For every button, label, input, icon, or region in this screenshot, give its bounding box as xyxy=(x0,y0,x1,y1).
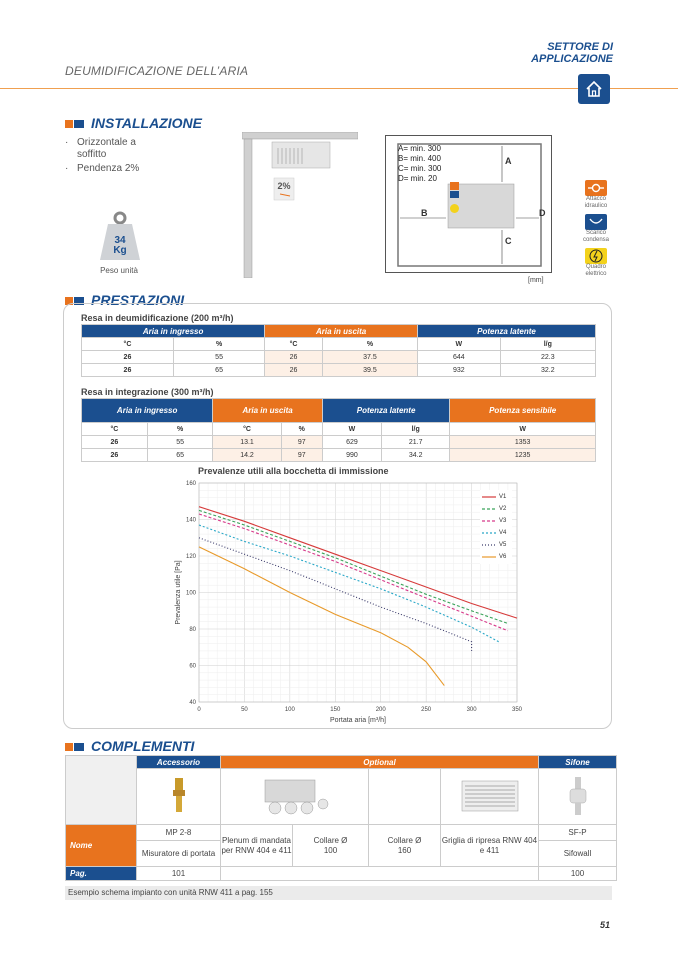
home-icon xyxy=(578,74,610,104)
unit-cell: W xyxy=(418,338,501,351)
pressure-flow-chart xyxy=(168,478,528,726)
legend-item-v4 xyxy=(482,527,510,539)
table2-subtitle: Resa in integrazione (300 m³/h) xyxy=(81,387,214,397)
dim-c: C xyxy=(505,236,512,246)
x-tick-label: 0 xyxy=(197,707,201,713)
group-header: Aria in ingresso xyxy=(82,399,213,423)
name-cell: Sifowall xyxy=(539,841,617,867)
x-tick-label: 150 xyxy=(330,707,341,713)
x-tick-label: 300 xyxy=(466,707,477,713)
accessories-table xyxy=(65,755,617,881)
y-tick-label: 40 xyxy=(189,700,196,706)
legend-drain: Scarico condensa xyxy=(580,214,612,244)
y-tick-label: 60 xyxy=(189,663,196,670)
mm-label: [mm] xyxy=(528,277,544,284)
dim-d: D xyxy=(539,208,546,218)
unit-cell: °C xyxy=(265,338,323,351)
group-header: Potenza sensibile xyxy=(450,399,596,423)
unit-cell: °C xyxy=(82,423,148,436)
name-cell: Misuratore di portata xyxy=(137,841,221,867)
page-cell: 101 xyxy=(137,867,221,881)
head-accessorio: Accessorio xyxy=(137,756,221,769)
clearance-list: A= min. 300 B= min. 400 C= min. 300 D= min. 20 xyxy=(398,144,442,183)
head-sifone: Sifone xyxy=(539,756,617,769)
dehumidification-table xyxy=(81,324,596,377)
chart-title: Prevalenze utili alla bocchetta di immissione xyxy=(198,466,389,476)
home-button[interactable] xyxy=(578,74,610,104)
group-header: Aria in ingresso xyxy=(82,325,265,338)
legend-item-v2 xyxy=(482,503,510,515)
install-bullets xyxy=(65,137,160,175)
table-row: 26 55 13.1 97 629 21.7 1353 xyxy=(82,436,596,449)
electric-marker xyxy=(450,204,459,213)
prestazioni-heading: PRESTAZIONI xyxy=(65,292,184,308)
legend-item-v5 xyxy=(482,539,510,551)
series-line-v4 xyxy=(199,525,499,642)
unit-cell: % xyxy=(322,338,417,351)
row-label-nome: Nome xyxy=(66,825,137,867)
grille-image xyxy=(441,769,539,825)
name-cell: Collare Ø 100 xyxy=(293,825,369,867)
y-tick-label: 80 xyxy=(189,627,196,633)
legend-swatch xyxy=(482,542,496,548)
legend-label: V3 xyxy=(499,518,507,524)
y-tick-label: 100 xyxy=(185,590,196,597)
electrical-panel-icon xyxy=(585,248,607,264)
unit-cell: W xyxy=(322,423,381,436)
section-title: DEUMIDIFICAZIONE DELL’ARIA xyxy=(65,64,249,78)
legend-label: V1 xyxy=(499,494,507,500)
ceiling-install-diagram xyxy=(242,132,358,278)
y-tick-label: 140 xyxy=(185,517,196,524)
drain-marker xyxy=(450,191,459,198)
unit-cell: l/g xyxy=(382,423,450,436)
code-cell: MP 2-8 xyxy=(137,825,221,841)
x-tick-label: 50 xyxy=(241,707,248,713)
weight-label: Peso unità xyxy=(100,266,138,275)
x-axis-label: Portata aria [m³/h] xyxy=(329,717,387,724)
pressure-gauge-image xyxy=(137,769,221,825)
unit-cell: W xyxy=(450,423,596,436)
legend-swatch xyxy=(482,518,496,524)
name-cell: Griglia di ripresa RNW 404 e 411 xyxy=(441,825,539,867)
group-header: Aria in uscita xyxy=(213,399,323,423)
legend-hydraulic: Attacco idraulico xyxy=(580,180,612,210)
legend-item-v3 xyxy=(482,515,510,527)
legend-swatch xyxy=(482,554,496,560)
table-row: 26 55 26 37.5 644 22.3 xyxy=(82,351,596,364)
legend-swatch xyxy=(482,530,496,536)
legend-item-v6 xyxy=(482,551,510,563)
legend-label: V4 xyxy=(499,530,507,536)
x-tick-label: 200 xyxy=(375,707,386,713)
unit-cell: °C xyxy=(82,338,174,351)
x-tick-label: 250 xyxy=(421,707,432,713)
legend-swatch xyxy=(482,494,496,500)
legend-label: V2 xyxy=(499,506,507,512)
integration-table xyxy=(81,398,596,462)
group-header: Aria in uscita xyxy=(265,325,418,338)
siphon-image xyxy=(539,769,617,825)
table-row: 26 65 26 39.5 932 32.2 xyxy=(82,364,596,377)
dim-a: A xyxy=(505,156,512,166)
condensate-drain-icon xyxy=(585,214,607,230)
dim-b: B xyxy=(421,208,428,218)
footnote: Esempio schema impianto con unità RNW 411 a pag. 155 xyxy=(65,886,612,900)
group-header: Potenza latente xyxy=(418,325,596,338)
hydraulic-connection-icon xyxy=(585,180,607,196)
y-axis-label: Prevalenza utile [Pa] xyxy=(175,560,182,625)
legend-label: V5 xyxy=(499,542,507,548)
legend-swatch xyxy=(482,506,496,512)
page-number: 51 xyxy=(600,920,611,930)
sector-label: SETTORE DI APPLICAZIONE xyxy=(531,41,613,65)
chart-legend xyxy=(480,490,512,564)
name-cell: Collare Ø 160 xyxy=(369,825,441,867)
table1-subtitle: Resa in deumidificazione (200 m³/h) xyxy=(81,313,234,323)
unit-cell: % xyxy=(173,338,264,351)
unit-cell: l/g xyxy=(500,338,595,351)
plenum-image xyxy=(221,769,369,825)
installazione-heading: INSTALLAZIONE xyxy=(65,115,202,131)
hydraulic-marker xyxy=(450,182,459,190)
code-cell: SF-P xyxy=(539,825,617,841)
unit-cell: °C xyxy=(213,423,281,436)
header-divider xyxy=(0,88,678,89)
y-tick-label: 160 xyxy=(185,481,196,487)
weight-value: 34 xyxy=(114,235,126,246)
head-optional: Optional xyxy=(221,756,539,769)
bullet-item: · Pendenza 2% xyxy=(65,163,160,175)
row-label-pag: Pag. xyxy=(66,867,137,881)
slope-badge: 2% xyxy=(277,181,291,191)
series-line-v1 xyxy=(199,507,517,618)
table-row: 26 65 14.2 97 990 34.2 1235 xyxy=(82,449,596,462)
bullet-item: · Orizzontale a soffitto xyxy=(65,137,160,161)
name-cell: Plenum di mandata per RNW 404 e 411 xyxy=(221,825,293,867)
page-cell: 100 xyxy=(539,867,617,881)
legend-electric: Quadro elettrico xyxy=(580,248,612,278)
x-tick-label: 350 xyxy=(511,707,523,713)
weight-unit: Kg xyxy=(113,245,127,256)
unit-cell: % xyxy=(281,423,322,436)
unit-cell: % xyxy=(147,423,212,436)
legend-label: V6 xyxy=(499,554,507,560)
group-header: Potenza latente xyxy=(322,399,450,423)
y-tick-label: 120 xyxy=(185,554,196,560)
clearance-diagram xyxy=(385,135,552,273)
complementi-heading: COMPLEMENTI xyxy=(65,738,194,754)
x-tick-label: 100 xyxy=(284,707,295,713)
connection-legend xyxy=(580,180,612,278)
legend-item-v1 xyxy=(482,491,510,503)
